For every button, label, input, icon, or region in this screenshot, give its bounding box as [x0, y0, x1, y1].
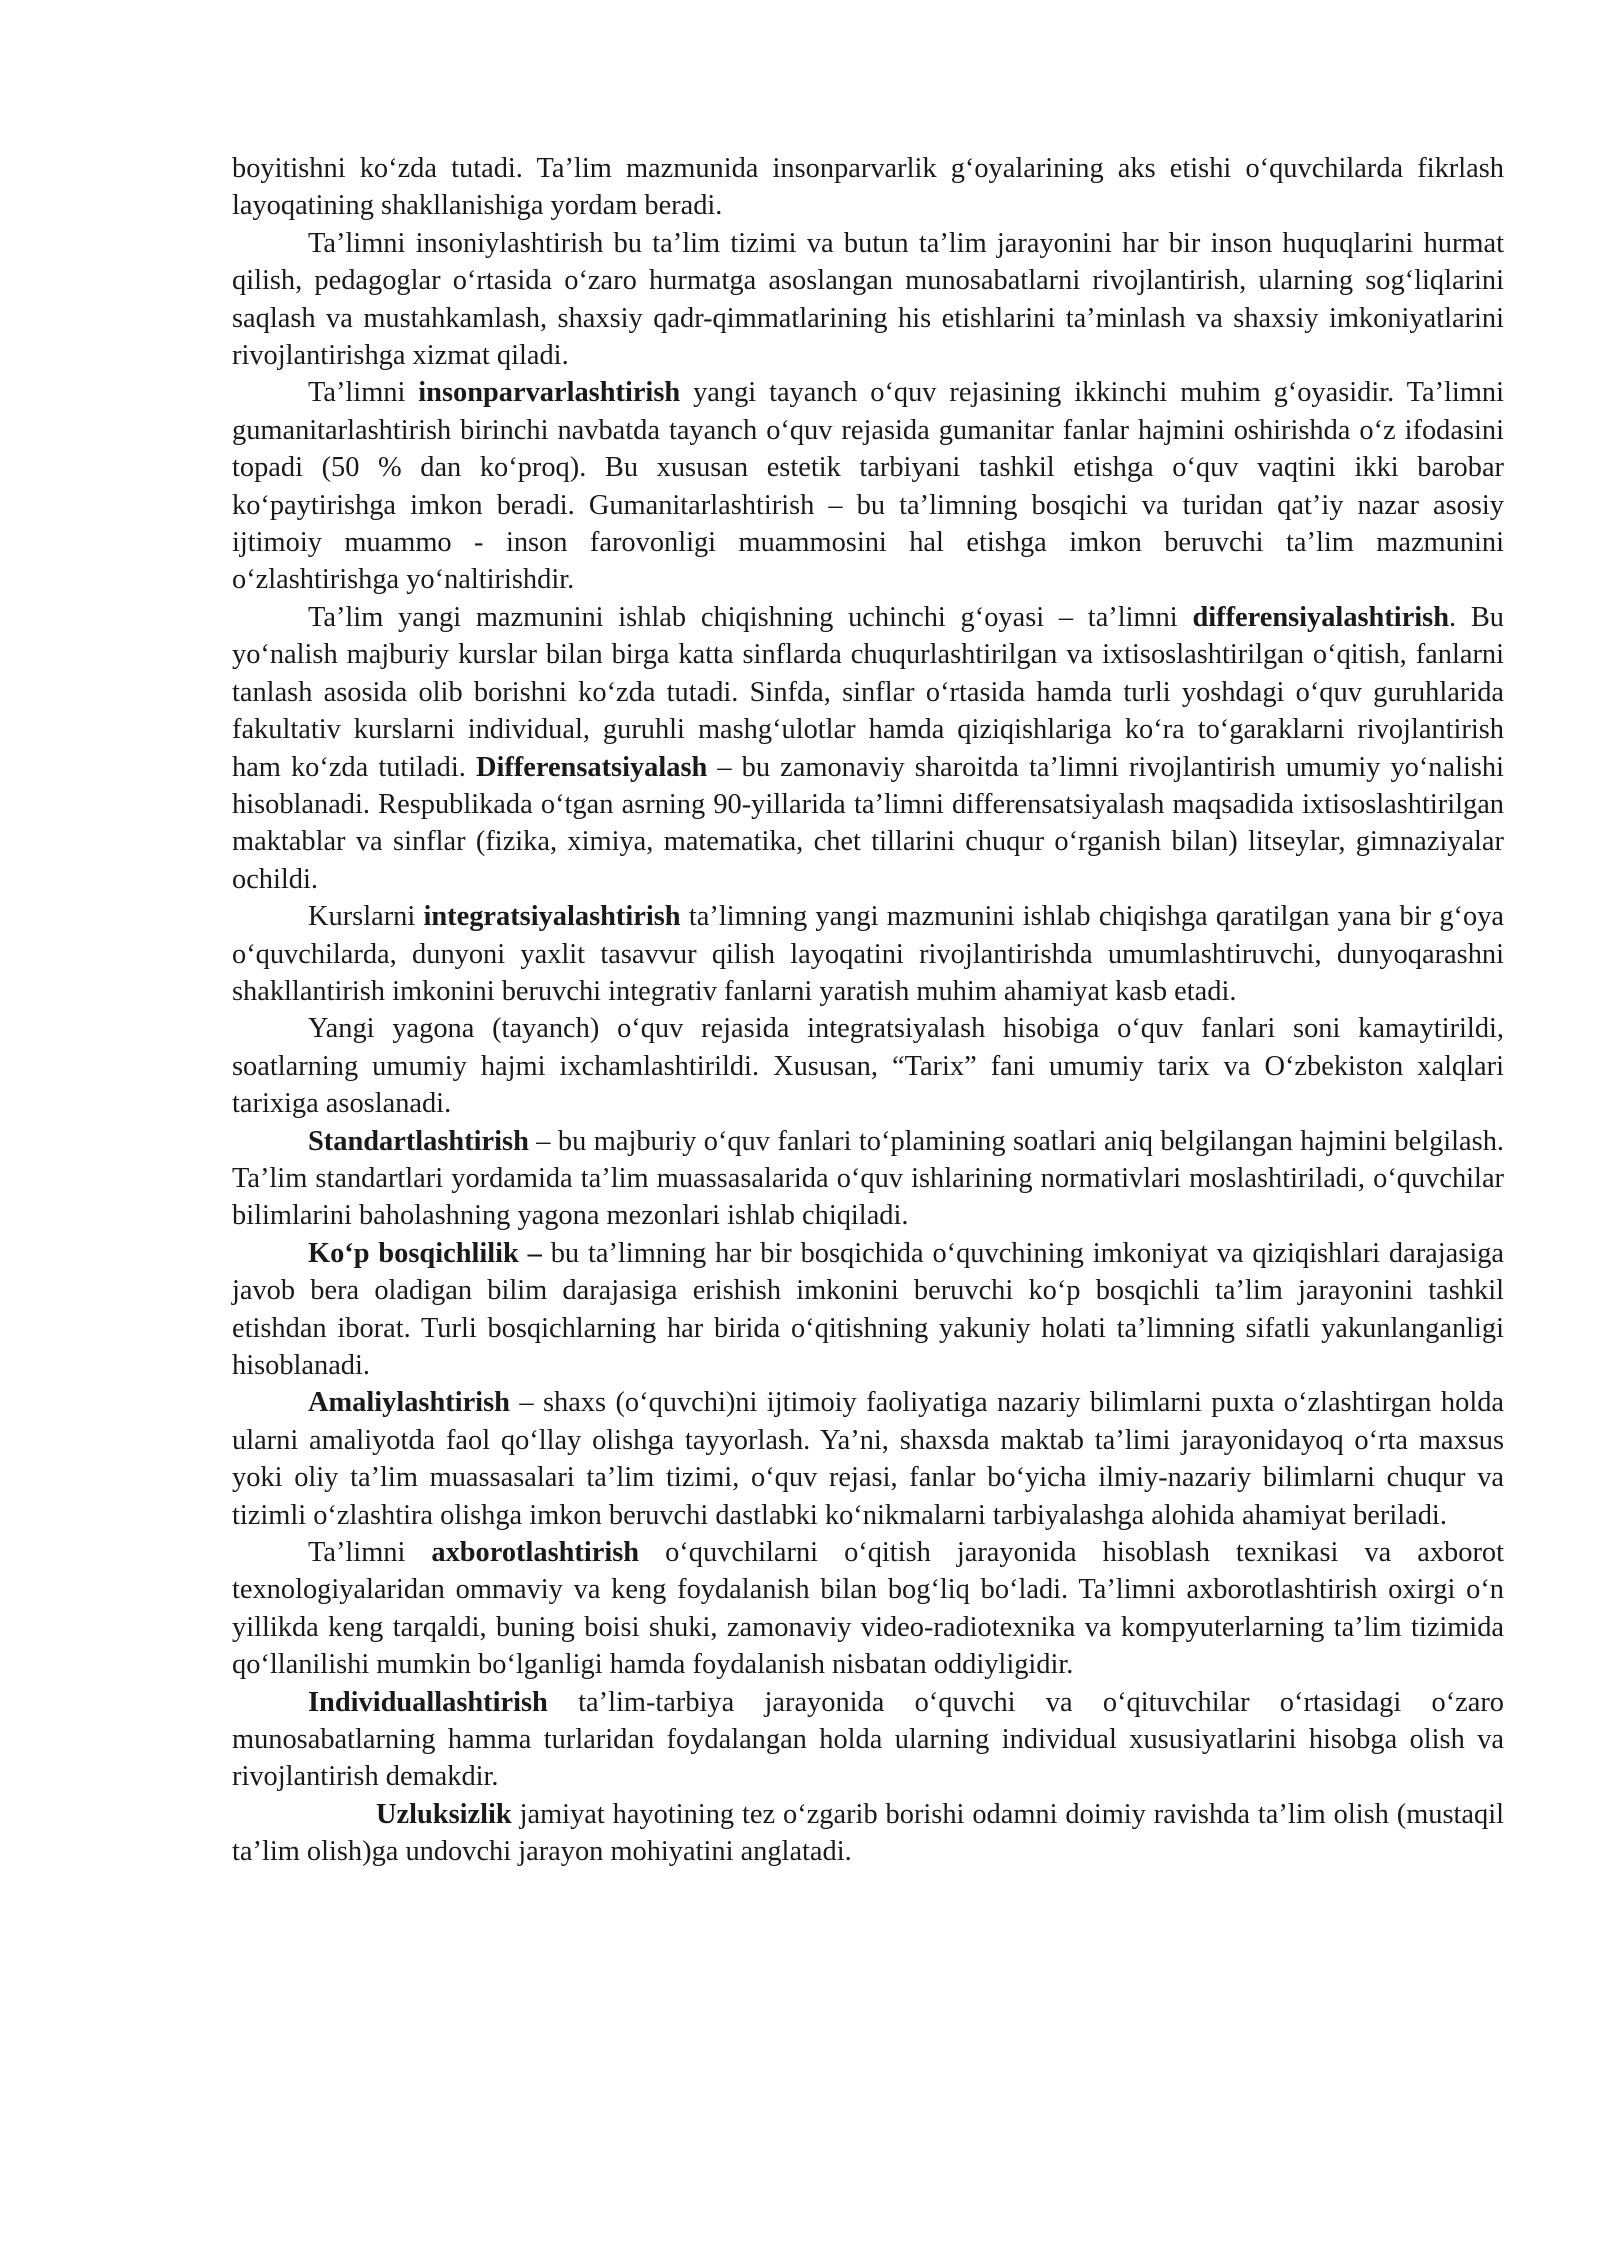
- text-segment: . Bu yo‘nalish majburiy kurslar bilan birga katta sinflarda chuqurlashtirilgan va ixtisoslashtirilgan o‘qitish, fanlarni tanlash asosida olib borishni ko‘zda tutadi. Sinfda, sinflar o‘rtasida hamda turli yoshdagi o‘quv guruhlarida fakultativ kurslarni individual, guruhli mashg‘ulotlar hamda qiziqishlariga ko‘ra to‘garaklarni rivojlantirish ham ko‘zda tutiladi.: [232, 601, 1504, 783]
- text-segment: o‘quvchilarni o‘qitish jarayonida hisoblash texnikasi va axborot texnologiyalaridan ommaviy va keng foydalanish bilan bog‘liq bo‘ladi. Ta’limni axborotlashtirish oxirgi o‘n yillikda keng tarqaldi, buning boisi shuki, zamonaviy video-radiotexnika va kompyuterlarning ta’lim tizimida qo‘llanilishi mumkin bo‘lganligi hamda foydalanish nisbatan oddiyligidir.: [232, 1537, 1504, 1681]
- text-segment: ta’lim-tarbiya jarayonida o‘quvchi va o‘qituvchilar o‘rtasidagi o‘zaro munosabatlarning hamma turlaridan foydalangan holda ularning individual xususiyatlarini hisobga olish va rivojlantirish demakdir.: [232, 1686, 1504, 1793]
- bold-term: Ko‘p bosqichlilik –: [308, 1237, 542, 1269]
- text-segment: – bu majburiy o‘quv fanlari to‘plamining soatlari aniq belgilangan hajmini belgilash. Ta’lim standartlari yordamida ta’lim muassasalarida o‘quv ishlarining normativlari moslashtiriladi, o‘quvchilar bilimlarini baholashning yagona mezonlari ishlab chiqiladi.: [232, 1125, 1504, 1232]
- paragraph-uzluksizlik: [232, 1796, 1504, 1871]
- paragraph-individuallashtirish: [232, 1684, 1504, 1796]
- bold-term: Uzluksizlik: [376, 1798, 512, 1830]
- text-segment: Ta’limni: [308, 1537, 432, 1569]
- text-segment: Yangi yagona (tayanch) o‘quv rejasida integratsiyalash hisobiga o‘quv fanlari soni kamaytirildi, soatlarning umumiy hajmi ixchamlashtirildi. Xususan, “Tarix” fani umumiy tarix va O‘zbekiston xalqlari tarixiga asoslanadi.: [232, 1013, 1504, 1120]
- bold-term: Individuallashtirish: [308, 1686, 548, 1718]
- document-page: [232, 150, 1504, 1871]
- text-segment: jamiyat hayotining tez o‘zgarib borishi odamni doimiy ravishda ta’lim olish (mustaqil ta’lim olish)ga undovchi jarayon mohiyatini anglatadi.: [232, 1798, 1504, 1868]
- bold-term: differensiyalashtirish: [1192, 601, 1450, 633]
- text-segment: Ta’limni insoniylashtirish bu ta’lim tizimi va butun ta’lim jarayonini har bir inson huquqlarini hurmat qilish, pedagoglar o‘rtasida o‘zaro hurmatga asoslangan munosabatlarni rivojlantirish, ularning sog‘liqlarini saqlash va mustahkamlash, shaxsiy qadr-qimmatlarining his etishlarini ta’minlash va shaxsiy imkoniyatlarini rivojlantirishga xizmat qiladi.: [232, 227, 1504, 372]
- bold-term: Standartlashtirish: [308, 1125, 529, 1157]
- paragraph-yagona-reja: [232, 1010, 1504, 1122]
- text-segment: Kurslarni: [308, 901, 424, 933]
- paragraph-differensiyalashtirish: [232, 599, 1504, 898]
- paragraph-insoniylashtirish: [232, 225, 1504, 375]
- paragraph-integratsiyalashtirish: [232, 898, 1504, 1010]
- text-segment: yangi tayanch o‘quv rejasining ikkinchi muhim g‘oyasidir. Ta’limni gumanitarlashtirish birinchi navbatda tayanch o‘quv rejasida gumanitar fanlar hajmini oshirishda o‘z ifodasini topadi (50 % dan ko‘proq). Bu xususan estetik tarbiyani tashkil etishga o‘quv vaqtini ikki barobar ko‘paytirishga imkon beradi. Gumanitarlashtirish – bu ta’limning bosqichi va turidan qat’iy nazar asosiy ijtimoiy muammo - inson farovonligi muammosini hal etishga imkon beruvchi ta’lim mazmunini o‘zlashtirishga yo‘naltirishdir.: [232, 377, 1504, 596]
- text-segment: ta’limning yangi mazmunini ishlab chiqishga qaratilgan yana bir g‘oya o‘quvchilarda, dunyoni yaxlit tasavvur qilish layoqatini rivojlantirishda umumlashtiruvchi, dunyoqarashni shakllantirish imkonini beruvchi integrativ fanlarni yaratish muhim ahamiyat kasb etadi.: [232, 901, 1504, 1007]
- text-segment: boyitishni ko‘zda tutadi. Ta’lim mazmunida insonparvarlik g‘oyalarining aks etishi o‘quvchilarda fikrlash layoqatining shakllanishiga yordam beradi.: [232, 153, 1504, 222]
- bold-term: axborotlashtirish: [431, 1537, 640, 1569]
- paragraph-standartlashtirish: [232, 1123, 1504, 1235]
- paragraph-kop-bosqichlilik: [232, 1235, 1504, 1385]
- bold-term: Amaliylashtirish: [308, 1387, 510, 1419]
- paragraph-continuation: [232, 150, 1504, 225]
- paragraph-insonparvarlashtirish: [232, 374, 1504, 598]
- text-segment: bu ta’limning har bir bosqichida o‘quvchining imkoniyat va qiziqishlari darajasiga javob bera oladigan bilim darajasiga erishish imkonini beruvchi ko‘p bosqichli ta’lim jarayonini tashkil etishdan iborat. Turli bosqichlarning har birida o‘qitishning yakuniy holati ta’limning sifatli yakunlanganligi hisoblanadi.: [232, 1237, 1504, 1381]
- text-segment: – bu zamonaviy sharoitda ta’limni rivojlantirish umumiy yo‘nalishi hisoblanadi. Respublikada o‘tgan asrning 90-yillarida ta’limni differensatsiyalash maqsadida ixtisoslashtirilgan maktablar va sinflar (fizika, ximiya, matematika, chet tillarini chuqur o‘rganish bilan) litseylar, gimnaziyalar ochildi.: [232, 751, 1504, 895]
- text-segment: – shaxs (o‘quvchi)ni ijtimoiy faoliyatiga nazariy bilimlarni puxta o‘zlashtirgan holda ularni amaliyotda faol qo‘llay olishga tayyorlash. Ya’ni, shaxsda maktab ta’limi jarayonidayoq o‘rta maxsus yoki oliy ta’lim muassasalari ta’lim tizimi, o‘quv rejasi, fanlar bo‘yicha ilmiy-nazariy bilimlarni chuqur va tizimli o‘zlashtira olishga imkon beruvchi dastlabki ko‘nikmalarni tarbiyalashga alohida ahamiyat beriladi.: [232, 1387, 1504, 1531]
- text-segment: Ta’lim yangi mazmunini ishlab chiqishning uchinchi g‘oyasi – ta’limni: [308, 601, 1193, 633]
- paragraph-amaliylashtirish: [232, 1384, 1504, 1534]
- bold-term: integratsiyalashtirish: [423, 901, 681, 933]
- text-segment: Ta’limni: [308, 377, 419, 409]
- paragraph-axborotlashtirish: [232, 1534, 1504, 1684]
- bold-term: insonparvarlashtirish: [418, 377, 681, 409]
- bold-term: Differensatsiyalash: [475, 751, 708, 783]
